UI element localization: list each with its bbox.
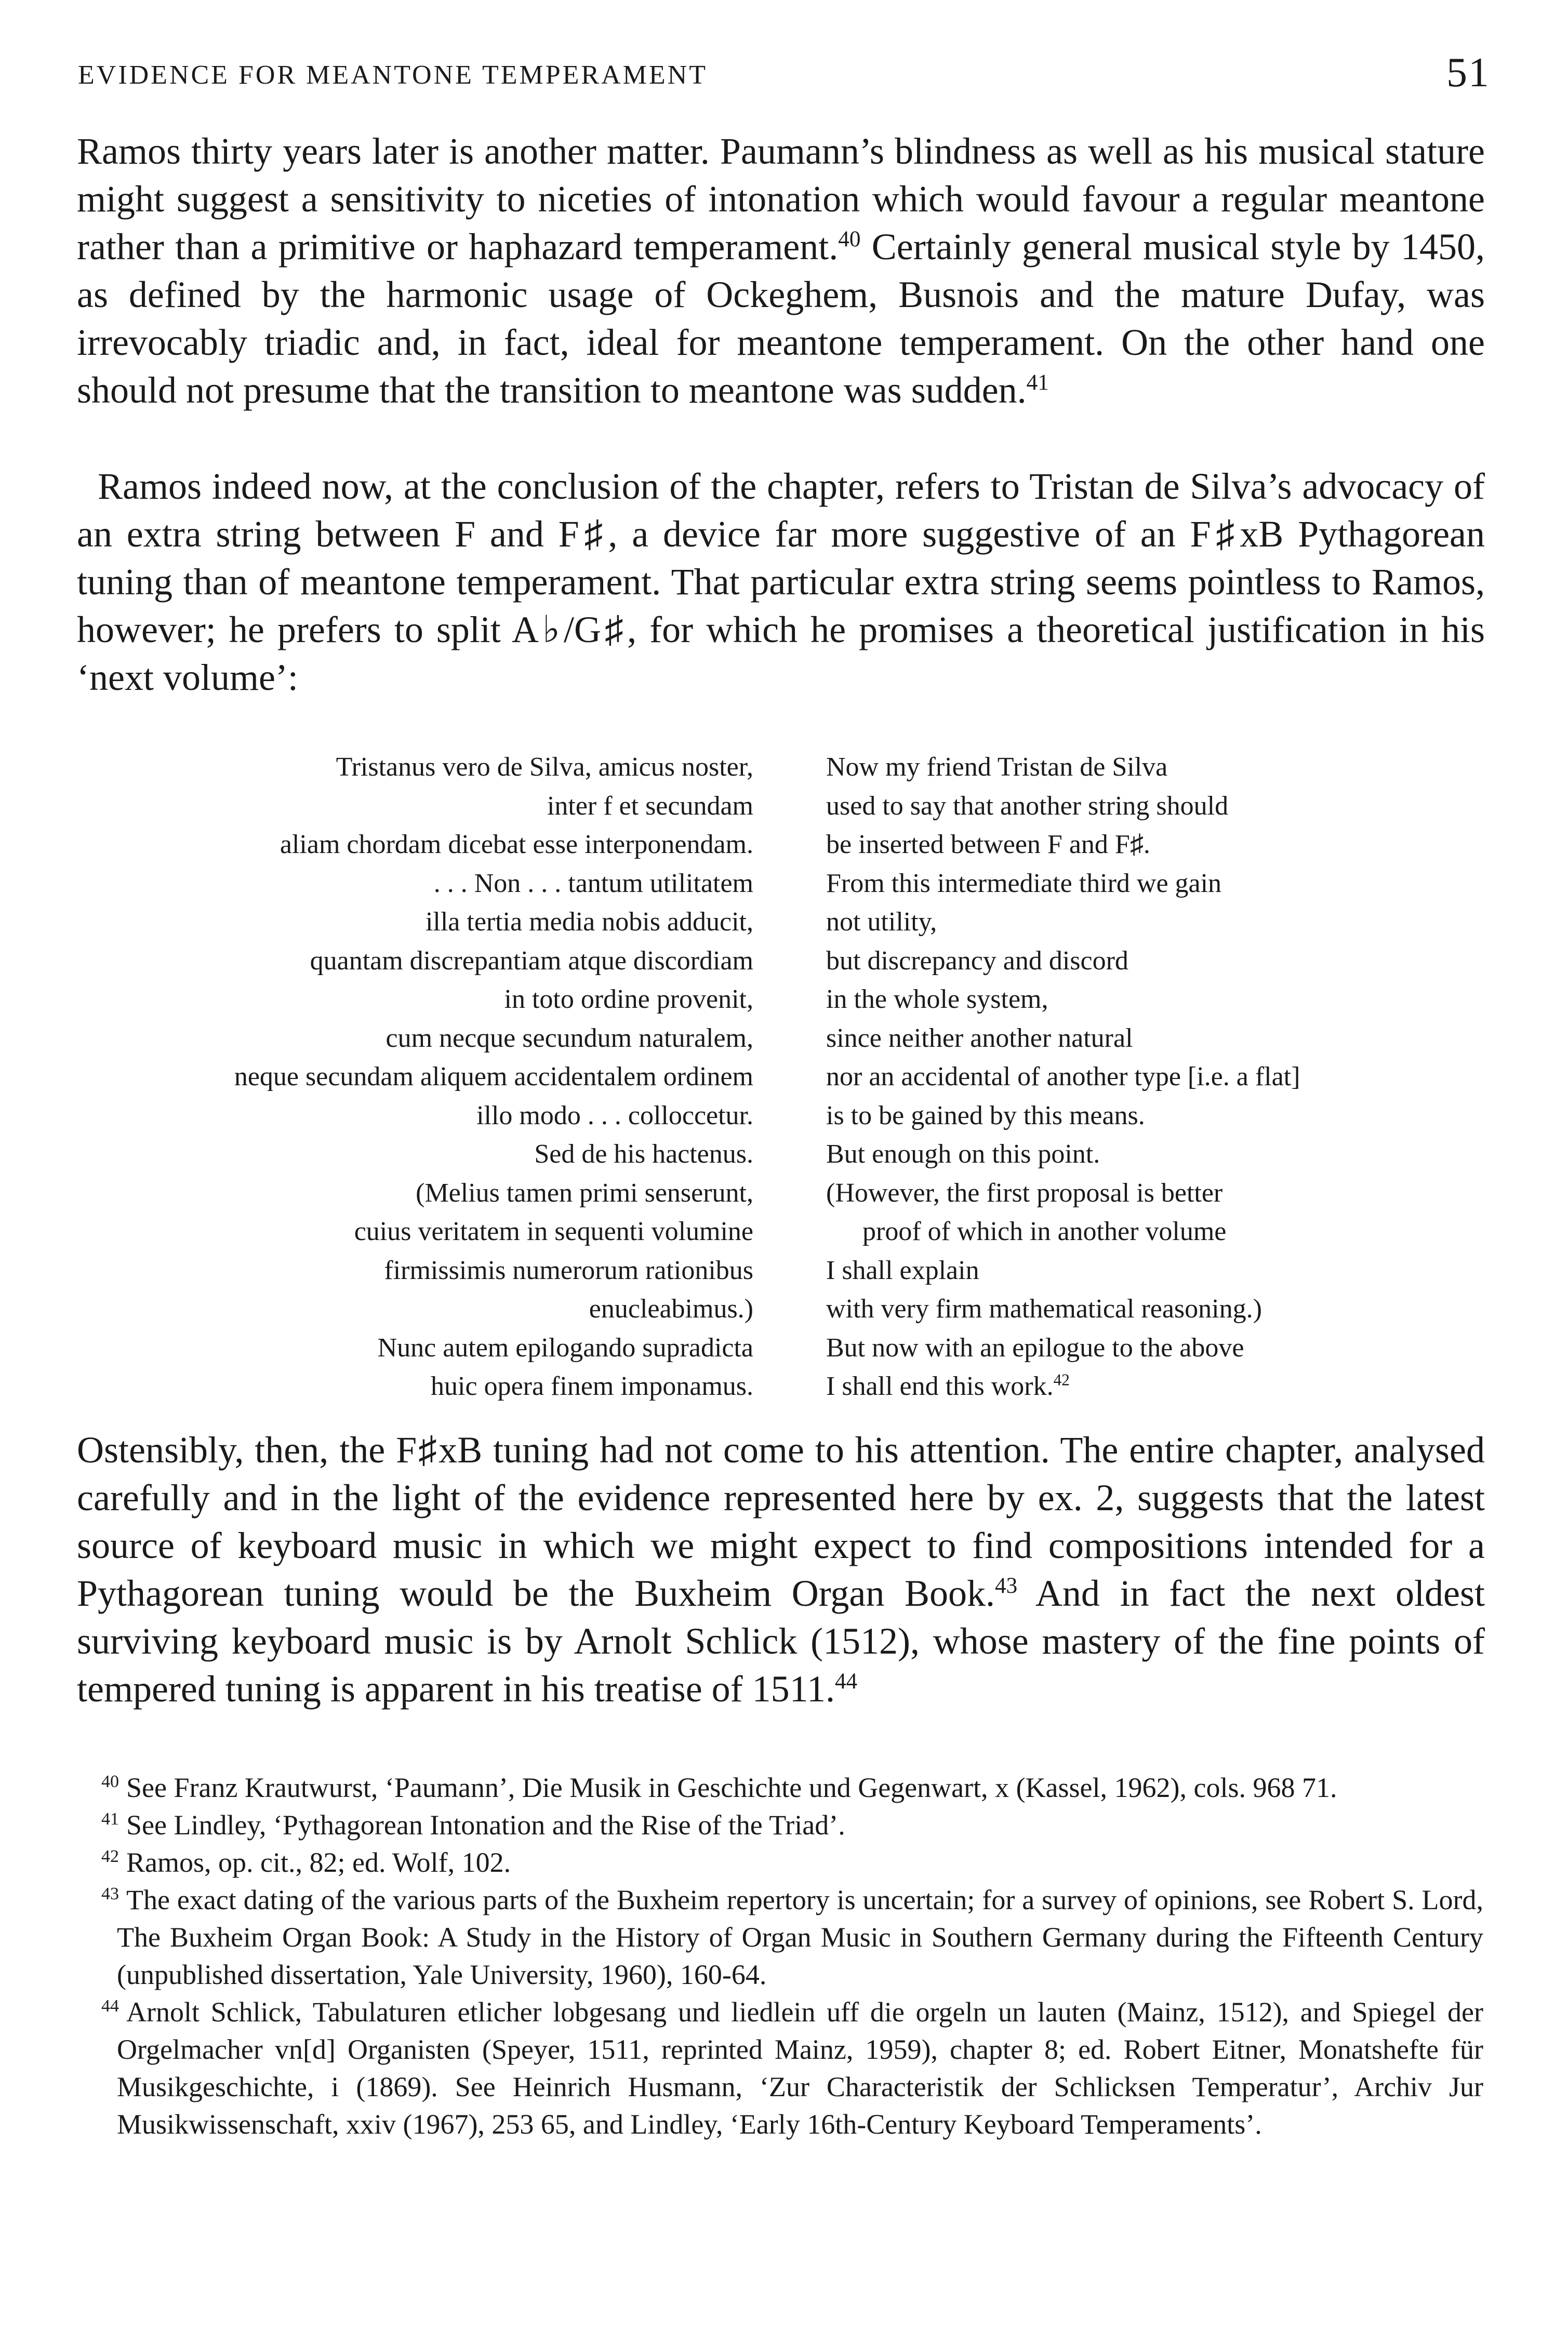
english-line: but discrepancy and discord [826, 945, 1128, 976]
latin-line: neque secundam aliquem accidentalem ordinem [234, 1062, 753, 1091]
latin-line: . . . Non . . . tantum utilitatem [433, 868, 753, 898]
latin-line: illa tertia media nobis adducit, [425, 907, 753, 937]
latin-line: firmissimis numerorum rationibus [384, 1255, 753, 1285]
footnote-number: 42 [101, 1847, 119, 1866]
latin-line: Nunc autem epilogando supradicta [377, 1333, 753, 1363]
footnote-43 [101, 1881, 1483, 1993]
english-line: in the whole system, [826, 984, 1048, 1014]
english-line: not utility, [826, 907, 937, 937]
latin-line: enucleabimus.) [589, 1294, 753, 1324]
footnote-text: See Franz Krautwurst, ‘Paumann’, Die Musik in Geschichte und Gegenwart, x (Kassel, 1962), cols. 968 71. [126, 1772, 1337, 1803]
footnote-ref-43[interactable]: 43 [995, 1574, 1018, 1598]
english-line-text: I shall end this work. [826, 1371, 1054, 1401]
english-line: is to be gained by this means. [826, 1100, 1145, 1130]
latin-line: Tristanus vero de Silva, amicus noster, [336, 752, 753, 782]
paragraph-conclusion [77, 1426, 1485, 1713]
english-line: nor an accidental of another type [i.e. a flat] [826, 1062, 1300, 1091]
footnote-ref-40[interactable]: 40 [838, 227, 861, 251]
english-line: (However, the first proposal is better [826, 1178, 1223, 1208]
footnote-number: 43 [101, 1884, 119, 1903]
running-title: EVIDENCE FOR MEANTONE TEMPERAMENT [78, 60, 708, 90]
latin-line: (Melius tamen primi senserunt, [416, 1178, 753, 1208]
paragraph-text-continued: And in fact the next oldest surviving keyboard music is by Arnolt Schlick (1512), whose mastery of the fine points of tempered tuning is apparent in his treatise of 1511. [77, 1573, 1485, 1710]
footnote-44 [101, 1993, 1483, 2143]
english-column [826, 748, 1501, 1406]
footnote-text: The exact dating of the various parts of the Buxheim repertory is uncertain; for a survey of opinions, see Robert S. Lord, The Buxheim Organ Book: A Study in the History of Organ Music in Southern Germany during the Fifteenth Century (unpublished dissertation, Yale University, 1960), 160-64. [117, 1884, 1483, 1990]
english-line-final [826, 1367, 1501, 1406]
paragraph-ramos-silva [77, 462, 1485, 701]
latin-line: illo modo . . . colloccetur. [476, 1100, 753, 1130]
footnote-42 [101, 1844, 1483, 1881]
paragraph-text: Ramos indeed now, at the conclusion of the chapter, refers to Tristan de Silva’s advocacy of an extra string between F and F♯, a device far more suggestive of an F♯xB Pythagorean tuning than of meantone temperament. That particular extra string seems pointless to Ramos, however; he prefers to split A♭/G♯, for which he promises a theoretical justification in his ‘next volume’: [77, 465, 1485, 698]
english-line: But now with an epilogue to the above [826, 1333, 1244, 1363]
latin-line: quantam discrepantiam atque discordiam [310, 945, 753, 976]
english-line: proof of which in another volume [862, 1217, 1227, 1246]
latin-line: huic opera finem imponamus. [431, 1371, 753, 1401]
paragraph-text: Ostensibly, then, the F♯xB tuning had not come to his attention. The entire chapter, analysed carefully and in the light of the evidence represented here by ex. 2, suggests that the latest source of keyboard music in which we might expect to find compositions intended for a Pythagorean tuning would be the Buxheim Organ Book. [77, 1429, 1485, 1614]
latin-line: Sed de his hactenus. [534, 1139, 753, 1169]
english-line: be inserted between F and F♯. [826, 830, 1150, 859]
footnotes [101, 1769, 1483, 2143]
footnote-number: 41 [101, 1809, 119, 1829]
latin-line: cum necque secundum naturalem, [386, 1023, 753, 1053]
english-line: I shall explain [826, 1255, 979, 1285]
paragraph-paumann [77, 127, 1485, 414]
english-line: But enough on this point. [826, 1139, 1100, 1169]
parallel-quotation [0, 748, 1568, 1403]
footnote-text: Ramos, op. cit., 82; ed. Wolf, 102. [126, 1847, 511, 1878]
footnote-41 [101, 1806, 1483, 1844]
footnote-number: 44 [101, 1996, 119, 2016]
latin-line: inter f et secundam [547, 791, 753, 821]
latin-column [21, 748, 753, 1406]
english-line: since neither another natural [826, 1023, 1133, 1053]
footnote-ref-42[interactable]: 42 [1053, 1370, 1070, 1389]
running-header [78, 49, 1490, 96]
footnote-ref-41[interactable]: 41 [1026, 370, 1049, 395]
english-line: Now my friend Tristan de Silva [826, 752, 1168, 782]
latin-line: aliam chordam dicebat esse interponendam. [280, 830, 753, 859]
latin-line: in toto ordine provenit, [504, 984, 753, 1014]
footnote-40 [101, 1769, 1483, 1806]
english-line: with very firm mathematical reasoning.) [826, 1294, 1262, 1324]
page-number: 51 [1446, 50, 1490, 96]
footnote-text: Arnolt Schlick, Tabulaturen etlicher lobgesang und liedlein uff die orgeln un lauten (Mainz, 1512), and Spiegel der Orgelmacher vn[d] Organisten (Speyer, 1511, reprinted Mainz, 1959), chapter 8; ed. Robert Eitner, Monatshefte für Musikgeschichte, i (1869). See Heinrich Husmann, ‘Zur Characteristik der Schlicksen Temperatur’, Archiv Jur Musikwissenschaft, xxiv (1967), 253 65, and Lindley, ‘Early 16th-Century Keyboard Temperaments’. [117, 1996, 1483, 2140]
paragraph-text-continued: Certainly general musical style by 1450, as defined by the harmonic usage of Ockeghem, Busnois and the mature Dufay, was irrevocably triadic and, in fact, ideal for meantone temperament. On the other hand one should not presume that the transition to meantone was sudden. [77, 226, 1485, 411]
footnote-ref-44[interactable]: 44 [834, 1669, 858, 1694]
english-line: From this intermediate third we gain [826, 868, 1222, 898]
english-line: used to say that another string should [826, 791, 1229, 821]
footnote-text: See Lindley, ‘Pythagorean Intonation and the Rise of the Triad’. [126, 1809, 845, 1841]
paragraph-text: Ramos thirty years later is another matter. Paumann’s blindness as well as his musical stature might suggest a sensitivity to niceties of intonation which would favour a regular meantone rather than a primitive or haphazard temperament. [77, 130, 1485, 268]
footnote-number: 40 [101, 1772, 119, 1791]
latin-line: cuius veritatem in sequenti volumine [354, 1217, 753, 1246]
